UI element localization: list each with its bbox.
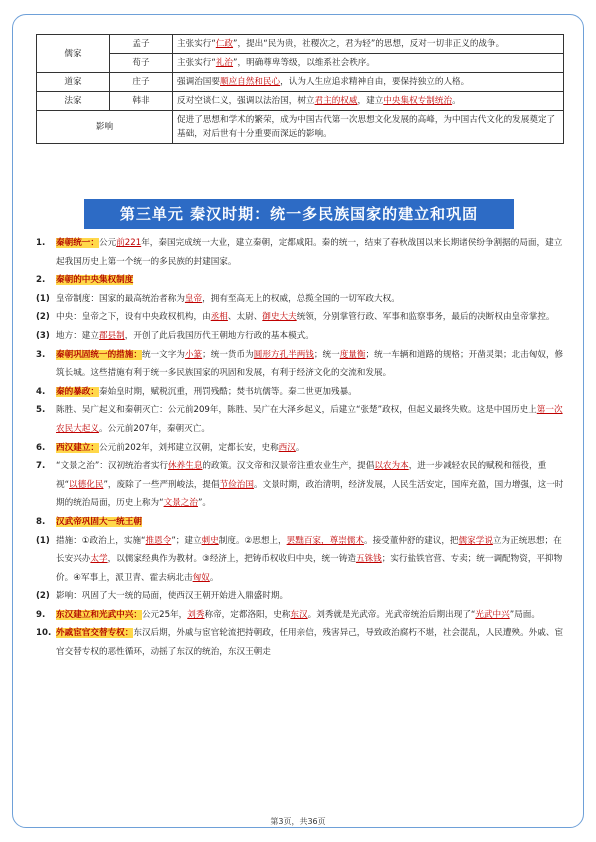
item-text: ；统一 <box>313 349 340 360</box>
item-highlight: 御史大夫 <box>262 312 297 323</box>
list-item <box>36 383 564 402</box>
list-item <box>36 439 564 458</box>
item-highlight: 光武中兴 <box>475 609 510 620</box>
list-item <box>36 513 564 532</box>
item-text: 。刘秀就是光武帝。光武帝统治后期出现了“ <box>307 609 476 620</box>
impact-text: 促进了思想和学术的繁荣，成为中国古代第一次思想文化发展的高峰，为中国古代文化的发展奠定了基础，对后世有十分重要而深远的影响。 <box>173 111 564 144</box>
idea-text: 反对空谈仁义，强调以法治国，树立 <box>177 96 315 106</box>
item-highlight: 皇帝 <box>184 293 203 304</box>
item-text: 的政策。汉文帝和汉景帝注重农业生产，提倡 <box>202 461 375 472</box>
page-number: 第3页，共36页 <box>270 817 326 826</box>
impact-label: 影响 <box>37 111 173 144</box>
item-text: 立为正统思想；在长安兴办 <box>56 535 562 565</box>
list-item <box>36 327 564 346</box>
list-item <box>36 587 564 606</box>
item-text: 中央：皇帝之下，设有中央政权机构，由 <box>56 312 211 323</box>
item-heading: 秦的暴政： <box>56 386 99 397</box>
list-item <box>36 290 564 309</box>
item-text: 制度。②思想上， <box>218 535 287 546</box>
item-text: 、太尉、 <box>227 312 263 323</box>
philosophy-table <box>36 34 564 144</box>
school-cell: 法家 <box>37 92 110 111</box>
item-number: 5. <box>36 405 46 416</box>
item-highlight: 刺史 <box>201 535 219 546</box>
list-item <box>36 457 564 513</box>
item-highlight: 儒家学说 <box>458 535 493 546</box>
idea-cell <box>173 54 564 73</box>
item-heading: 秦朝统一： <box>56 238 99 248</box>
item-text: “文景之治”：汉初统治者实行 <box>56 461 169 472</box>
item-text: 。文景时期，政治清明，经济发展，人民生活安定，国库充盈，国力增强，这一时期的统治局面，历史上称为“ <box>56 479 564 509</box>
item-number: 6. <box>36 442 46 453</box>
item-highlight: 文景之治 <box>163 498 198 509</box>
item-number: (1) <box>36 535 50 546</box>
idea-highlight: 仁政 <box>215 39 234 49</box>
idea-text: ”，提出“民为贵，社稷次之，君为轻”的思想，反对一切非正义的战争。 <box>233 39 505 49</box>
idea-text: 。 <box>452 96 461 106</box>
school-cell: 道家 <box>37 73 110 92</box>
item-highlight: 东汉 <box>290 609 308 620</box>
item-highlight: 丞相 <box>210 312 228 323</box>
item-heading: 秦朝巩固统一的措施： <box>56 349 142 360</box>
idea-text: 主张实行“ <box>177 39 216 49</box>
idea-cell <box>173 92 564 111</box>
item-text: 陈胜、吴广起义和秦朝灭亡：公元前209年，陈胜、吴广在大泽乡起义，后建立“张楚”政权，但起义最终失败。这是中国历史上 <box>56 405 537 416</box>
item-number: (3) <box>36 330 50 341</box>
person-cell: 荀子 <box>110 54 173 73</box>
list-item <box>36 308 564 327</box>
item-highlight: 休养生息 <box>168 461 203 472</box>
idea-cell <box>173 35 564 54</box>
person-cell: 孟子 <box>110 35 173 54</box>
item-highlight: 圆形方孔半两钱 <box>253 349 314 360</box>
list-item <box>36 271 564 290</box>
item-highlight: 以农为本 <box>374 461 409 472</box>
item-text: 措施：①政治上，实施“ <box>56 535 146 546</box>
item-highlight: 以德化民 <box>69 479 104 490</box>
item-text: 影响：巩固了大一统的局面，使西汉王朝开始进入鼎盛时期。 <box>56 591 289 602</box>
item-highlight: 节俭治国 <box>219 479 254 490</box>
list-item <box>36 606 564 625</box>
item-text: 公元25年， <box>141 609 188 620</box>
item-number: (1) <box>36 293 50 304</box>
idea-highlight: 顺应自然和民心 <box>219 77 281 87</box>
unit-banner: 第三单元 秦汉时期：统一多民族国家的建立和巩固 <box>84 199 514 229</box>
table-row <box>37 35 564 54</box>
list-item <box>36 532 564 588</box>
item-text: 东汉后期，外戚与宦官轮流把持朝政，任用亲信，残害异己，导致政治腐朽不堪，社会混乱，人民遭殃。外戚、宦官交替专权的恶性循环，动摇了东汉的统治，东汉王朝走 <box>56 628 564 658</box>
list-item <box>36 234 564 271</box>
item-text: 。 <box>209 572 219 583</box>
item-highlight: 推恩令 <box>145 535 172 546</box>
idea-text: ”，明确尊卑等级，以维系社会秩序。 <box>233 58 375 68</box>
item-heading: 汉武帝巩固大一统王朝 <box>56 516 142 527</box>
idea-highlight: 中央集权专制统治 <box>383 96 453 106</box>
idea-text: 强调治国要 <box>177 77 220 87</box>
item-text: 公元前202年，刘邦建立汉朝，定都长安，史称 <box>98 442 279 453</box>
item-number: 7. <box>36 461 46 472</box>
list-item <box>36 346 564 383</box>
item-number: 1. <box>36 238 46 248</box>
notes-body <box>36 234 564 662</box>
item-text: 。 <box>295 442 305 453</box>
item-text: ”，废除了一些严刑峻法，提倡 <box>103 479 220 490</box>
item-text: 公元 <box>98 238 117 248</box>
idea-highlight: 礼治 <box>215 58 234 68</box>
item-text: ，开创了此后我国历代王朝地方行政的基本模式。 <box>124 330 314 341</box>
item-text: 地方：建立 <box>56 330 99 341</box>
item-number: (2) <box>36 591 50 602</box>
item-highlight: 前221 <box>116 238 142 248</box>
item-number: 2. <box>36 275 46 286</box>
item-number: 9. <box>36 609 46 620</box>
item-heading: 西汉建立： <box>56 442 99 453</box>
item-highlight: 小篆 <box>184 349 203 360</box>
item-text: ；实行盐铁官营、专卖；统一调配物资，平抑物价。④军事上，派卫青、霍去病北击 <box>56 554 563 583</box>
table-row <box>37 92 564 111</box>
table-row <box>37 54 564 73</box>
item-highlight: 匈奴 <box>192 572 210 583</box>
idea-cell <box>173 73 564 92</box>
item-text: 。接受董仲舒的建议，把 <box>363 535 459 546</box>
item-text: ，以儒家经典作为教材。③经济上，把铸币权收归中央，统一铸造 <box>107 554 356 565</box>
item-highlight: 西汉 <box>278 442 296 453</box>
person-cell: 韩非 <box>110 92 173 111</box>
item-text: 统一文字为 <box>141 349 185 360</box>
item-highlight: 罢黜百家，尊崇儒术 <box>286 535 364 546</box>
item-heading: 东汉建立和光武中兴： <box>56 609 142 620</box>
table-row <box>37 111 564 144</box>
item-text: 称帝，定都洛阳，史称 <box>204 609 291 620</box>
item-number: 3. <box>36 349 46 360</box>
item-highlight: 刘秀 <box>187 609 205 620</box>
item-text: 统领，分别掌管行政、军事和监察事务，最后的决断权由皇帝掌控。 <box>296 312 555 323</box>
item-text: ；统一车辆和道路的规格；开凿灵渠；北击匈奴，修筑长城。这些措施有利于统一多民族国家的巩固和发展，有利于经济文化的交流和发展。 <box>56 349 564 379</box>
list-item <box>36 401 564 438</box>
item-text: 。公元前207年，秦朝灭亡。 <box>98 423 210 434</box>
item-text: 皇帝制度：国家的最高统治者称为 <box>56 293 185 304</box>
item-text: ”局面。 <box>509 609 540 620</box>
item-heading: 外戚宦官交替专权： <box>56 628 134 639</box>
item-number: 10. <box>36 628 52 639</box>
idea-highlight: 君主的权威 <box>314 96 358 106</box>
item-highlight: 五铢钱 <box>355 554 382 565</box>
person-cell: 庄子 <box>110 73 173 92</box>
item-number: 4. <box>36 386 46 397</box>
idea-text: ，认为人生应追求精神自由，要保持独立的人格。 <box>280 77 470 87</box>
school-cell: 儒家 <box>37 35 110 73</box>
idea-text: 主张实行“ <box>177 58 216 68</box>
item-heading: 秦朝的中央集权制度 <box>56 275 134 286</box>
idea-text: ，建立 <box>357 96 384 106</box>
item-number: 8. <box>36 516 46 527</box>
item-text: ”。 <box>197 498 212 509</box>
item-text: ”；建立 <box>171 535 202 546</box>
item-text: ，拥有至高无上的权威，总揽全国的一切军政大权。 <box>202 293 400 304</box>
item-text: ，进一步减轻农民的赋税和徭役，重视“ <box>56 461 547 490</box>
item-highlight: 度量衡 <box>339 349 366 360</box>
item-highlight: 太学 <box>90 554 108 565</box>
item-number: (2) <box>36 312 50 323</box>
item-highlight: 郡县制 <box>98 330 125 341</box>
list-item <box>36 624 564 661</box>
item-text: 秦始皇时期，赋税沉重，刑罚残酷；焚书坑儒等。秦二世更加残暴。 <box>98 386 357 397</box>
item-text: 年，秦国完成统一大业，建立秦朝，定都咸阳。秦的统一，结束了春秋战国以来长期诸侯纷争割据的局面，建立起我国历史上第一个统一的多民族的封建国家。 <box>56 238 563 267</box>
item-highlight: 第一次农民大起义 <box>56 405 563 434</box>
item-text: ；统一货币为 <box>202 349 254 360</box>
table-row <box>37 73 564 92</box>
